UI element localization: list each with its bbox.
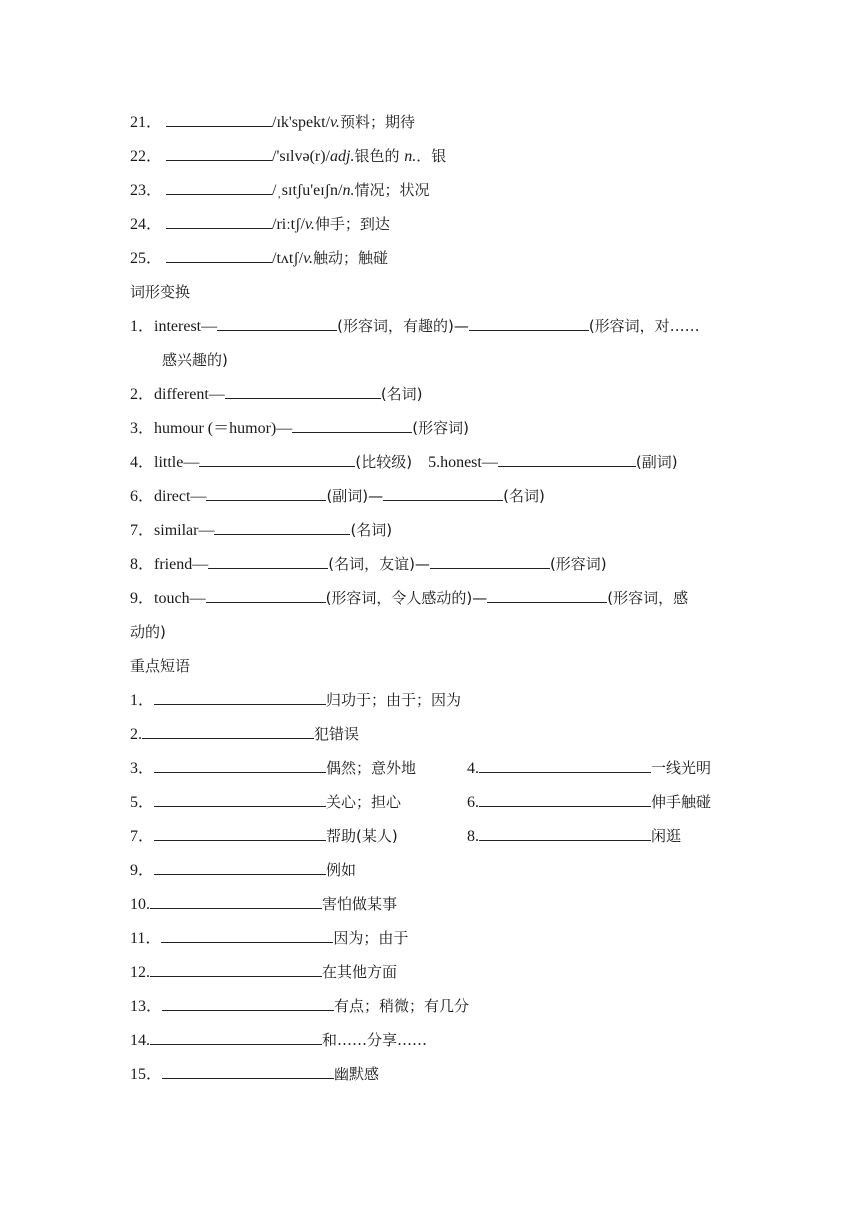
answer-blank[interactable] — [469, 316, 589, 331]
hint: (形容词，有趣的)— — [337, 317, 469, 335]
phrase-2 — [130, 724, 359, 745]
word-form-9-continued: 动的) — [130, 623, 166, 641]
item-number: 24． — [130, 216, 163, 233]
vocab-item-25 — [130, 248, 388, 269]
hint: (比较级) — [355, 453, 413, 471]
meaning: 归功于；由于；因为 — [326, 691, 462, 709]
answer-blank[interactable] — [206, 588, 326, 603]
meaning: 闲逛 — [651, 827, 682, 845]
item-number: 6. — [467, 794, 479, 811]
meaning: 伸手触碰 — [651, 793, 712, 811]
phrase-5 — [130, 792, 401, 813]
vocab-item-21 — [130, 112, 415, 133]
word-form-2 — [130, 384, 423, 405]
word-form-4 — [130, 452, 678, 473]
hint: (形容词) — [412, 419, 469, 437]
item-number: 12. — [130, 964, 150, 981]
phrase-13 — [130, 996, 469, 1017]
phrase-9 — [130, 860, 356, 881]
meaning: 因为；由于 — [333, 929, 409, 947]
word-form-8 — [130, 554, 607, 575]
answer-blank[interactable] — [479, 792, 651, 807]
answer-blank[interactable] — [430, 554, 550, 569]
phrase-1 — [130, 690, 461, 711]
word-form-1 — [130, 316, 700, 337]
vocab-item-24 — [130, 214, 390, 235]
meaning: 例如 — [326, 861, 357, 879]
item-number: 4. — [467, 760, 479, 777]
phrase-6 — [467, 792, 711, 813]
answer-blank[interactable] — [166, 146, 272, 161]
word-form-6 — [130, 486, 545, 507]
item-number: 6． — [130, 488, 155, 505]
answer-blank[interactable] — [150, 894, 322, 909]
vocab-item-22 — [130, 146, 446, 167]
item-number: 2． — [130, 386, 155, 403]
phrase-15 — [130, 1064, 379, 1085]
item-number: 25． — [130, 250, 163, 267]
meaning: 和……分享…… — [322, 1031, 428, 1049]
phrase-10 — [130, 894, 397, 915]
answer-blank[interactable] — [154, 690, 326, 705]
hint: (形容词，感 — [607, 589, 689, 607]
item-number: 13． — [130, 998, 163, 1015]
answer-blank[interactable] — [383, 486, 503, 501]
meaning: 关心；担心 — [326, 793, 402, 811]
answer-blank[interactable] — [162, 996, 334, 1011]
pronunciation: /ɪk'spekt/ — [272, 114, 331, 131]
answer-blank[interactable] — [166, 180, 272, 195]
meaning: 害怕做某事 — [322, 895, 398, 913]
answer-blank[interactable] — [154, 758, 326, 773]
answer-blank[interactable] — [206, 486, 326, 501]
base-word: friend— — [154, 556, 209, 573]
item-number: 11． — [130, 930, 162, 947]
meaning: 偶然；意外地 — [326, 759, 417, 777]
hint: (名词) — [503, 487, 545, 505]
word-form-1-continued: 感兴趣的) — [162, 351, 228, 369]
word-form-9 — [130, 588, 688, 609]
item-number: 7． — [130, 522, 155, 539]
item-number: 23． — [130, 182, 163, 199]
item-number: 21． — [130, 114, 163, 131]
answer-blank[interactable] — [161, 928, 333, 943]
answer-blank[interactable] — [208, 554, 328, 569]
base-word: similar— — [154, 522, 215, 539]
hint: (名词) — [380, 385, 423, 403]
meaning: 有点；稍微；有几分 — [334, 997, 470, 1015]
hint: (形容词，对…… — [588, 317, 700, 335]
part-of-speech: adj. — [330, 148, 355, 165]
item-number: 8． — [130, 556, 155, 573]
phrase-7 — [130, 826, 398, 847]
answer-blank[interactable] — [225, 384, 381, 399]
item-number: 15． — [130, 1066, 163, 1083]
meaning: 帮助(某人) — [326, 827, 398, 845]
pronunciation: /tʌtʃ/ — [272, 250, 304, 267]
answer-blank[interactable] — [498, 452, 636, 467]
answer-blank[interactable] — [199, 452, 355, 467]
word-form-7 — [130, 520, 392, 541]
hint: (形容词，令人感动的)— — [325, 589, 488, 607]
part-of-speech-2: n. — [404, 148, 417, 165]
meaning-2: ．银 — [416, 147, 447, 165]
answer-blank[interactable] — [162, 1064, 334, 1079]
answer-blank[interactable] — [154, 826, 326, 841]
part-of-speech: n. — [342, 182, 355, 199]
item-number: 22． — [130, 148, 163, 165]
answer-blank[interactable] — [292, 418, 412, 433]
item-number: 14. — [130, 1032, 150, 1049]
answer-blank[interactable] — [217, 316, 337, 331]
answer-blank[interactable] — [214, 520, 350, 535]
meaning: 犯错误 — [314, 725, 360, 743]
meaning: 预料；期待 — [339, 113, 415, 131]
word-form-3 — [130, 418, 469, 439]
item-number: 5． — [130, 794, 155, 811]
item-number: 2. — [130, 726, 142, 743]
section-heading-phrases: 重点短语 — [130, 657, 191, 675]
phrase-11 — [130, 928, 408, 949]
item-number: 9． — [130, 862, 155, 879]
base-word: humour (＝humor)— — [154, 420, 293, 437]
answer-blank[interactable] — [142, 724, 314, 739]
base-word: touch— — [154, 590, 206, 607]
section-heading-word-forms: 词形变换 — [130, 283, 191, 301]
item-number: 8. — [467, 828, 479, 845]
part-of-speech: v. — [304, 216, 315, 233]
answer-blank[interactable] — [150, 1030, 322, 1045]
base-word: direct— — [154, 488, 207, 505]
item-number: 1． — [130, 318, 155, 335]
part-of-speech: v. — [330, 114, 340, 131]
answer-blank[interactable] — [166, 248, 272, 263]
hint: (形容词) — [549, 555, 607, 573]
meaning: 触动；触碰 — [313, 249, 389, 267]
meaning: 幽默感 — [334, 1065, 380, 1083]
phrase-14 — [130, 1030, 427, 1051]
phrase-3 — [130, 758, 416, 779]
hint: (名词，友谊)— — [328, 555, 430, 573]
phrase-4 — [467, 758, 711, 779]
item-number: 3． — [130, 760, 155, 777]
answer-blank[interactable] — [479, 826, 651, 841]
part-of-speech: v. — [303, 250, 314, 267]
meaning: 在其他方面 — [322, 963, 398, 981]
meaning: 情况；状况 — [354, 181, 430, 199]
item-number: 4． — [130, 454, 155, 471]
item-number-5: 5.honest— — [428, 454, 498, 471]
meaning: 一线光明 — [651, 759, 712, 777]
base-word: different— — [154, 386, 225, 403]
base-word: little— — [154, 454, 200, 471]
item-number: 7． — [130, 828, 155, 845]
item-number: 9． — [130, 590, 155, 607]
pronunciation: /riːtʃ/ — [272, 216, 305, 233]
item-number: 3． — [130, 420, 155, 437]
item-number: 10. — [130, 896, 150, 913]
meaning: 银色的 — [354, 147, 405, 165]
answer-blank[interactable] — [154, 860, 326, 875]
phrase-8 — [467, 826, 681, 847]
pronunciation: /ˌsɪtʃu'eɪʃn/ — [272, 182, 343, 199]
phrase-12 — [130, 962, 397, 983]
hint: (副词) — [635, 453, 678, 471]
item-number: 1． — [130, 692, 155, 709]
answer-blank[interactable] — [150, 962, 322, 977]
base-word: interest— — [154, 318, 218, 335]
answer-blank[interactable] — [154, 792, 326, 807]
pronunciation: /'sɪlvə(r)/ — [272, 148, 330, 165]
meaning: 伸手；到达 — [314, 215, 390, 233]
hint: (副词)— — [326, 487, 384, 505]
vocab-item-23 — [130, 180, 429, 201]
answer-blank[interactable] — [166, 214, 272, 229]
answer-blank[interactable] — [479, 758, 651, 773]
hint: (名词) — [350, 521, 393, 539]
answer-blank[interactable] — [487, 588, 607, 603]
answer-blank[interactable] — [166, 112, 272, 127]
